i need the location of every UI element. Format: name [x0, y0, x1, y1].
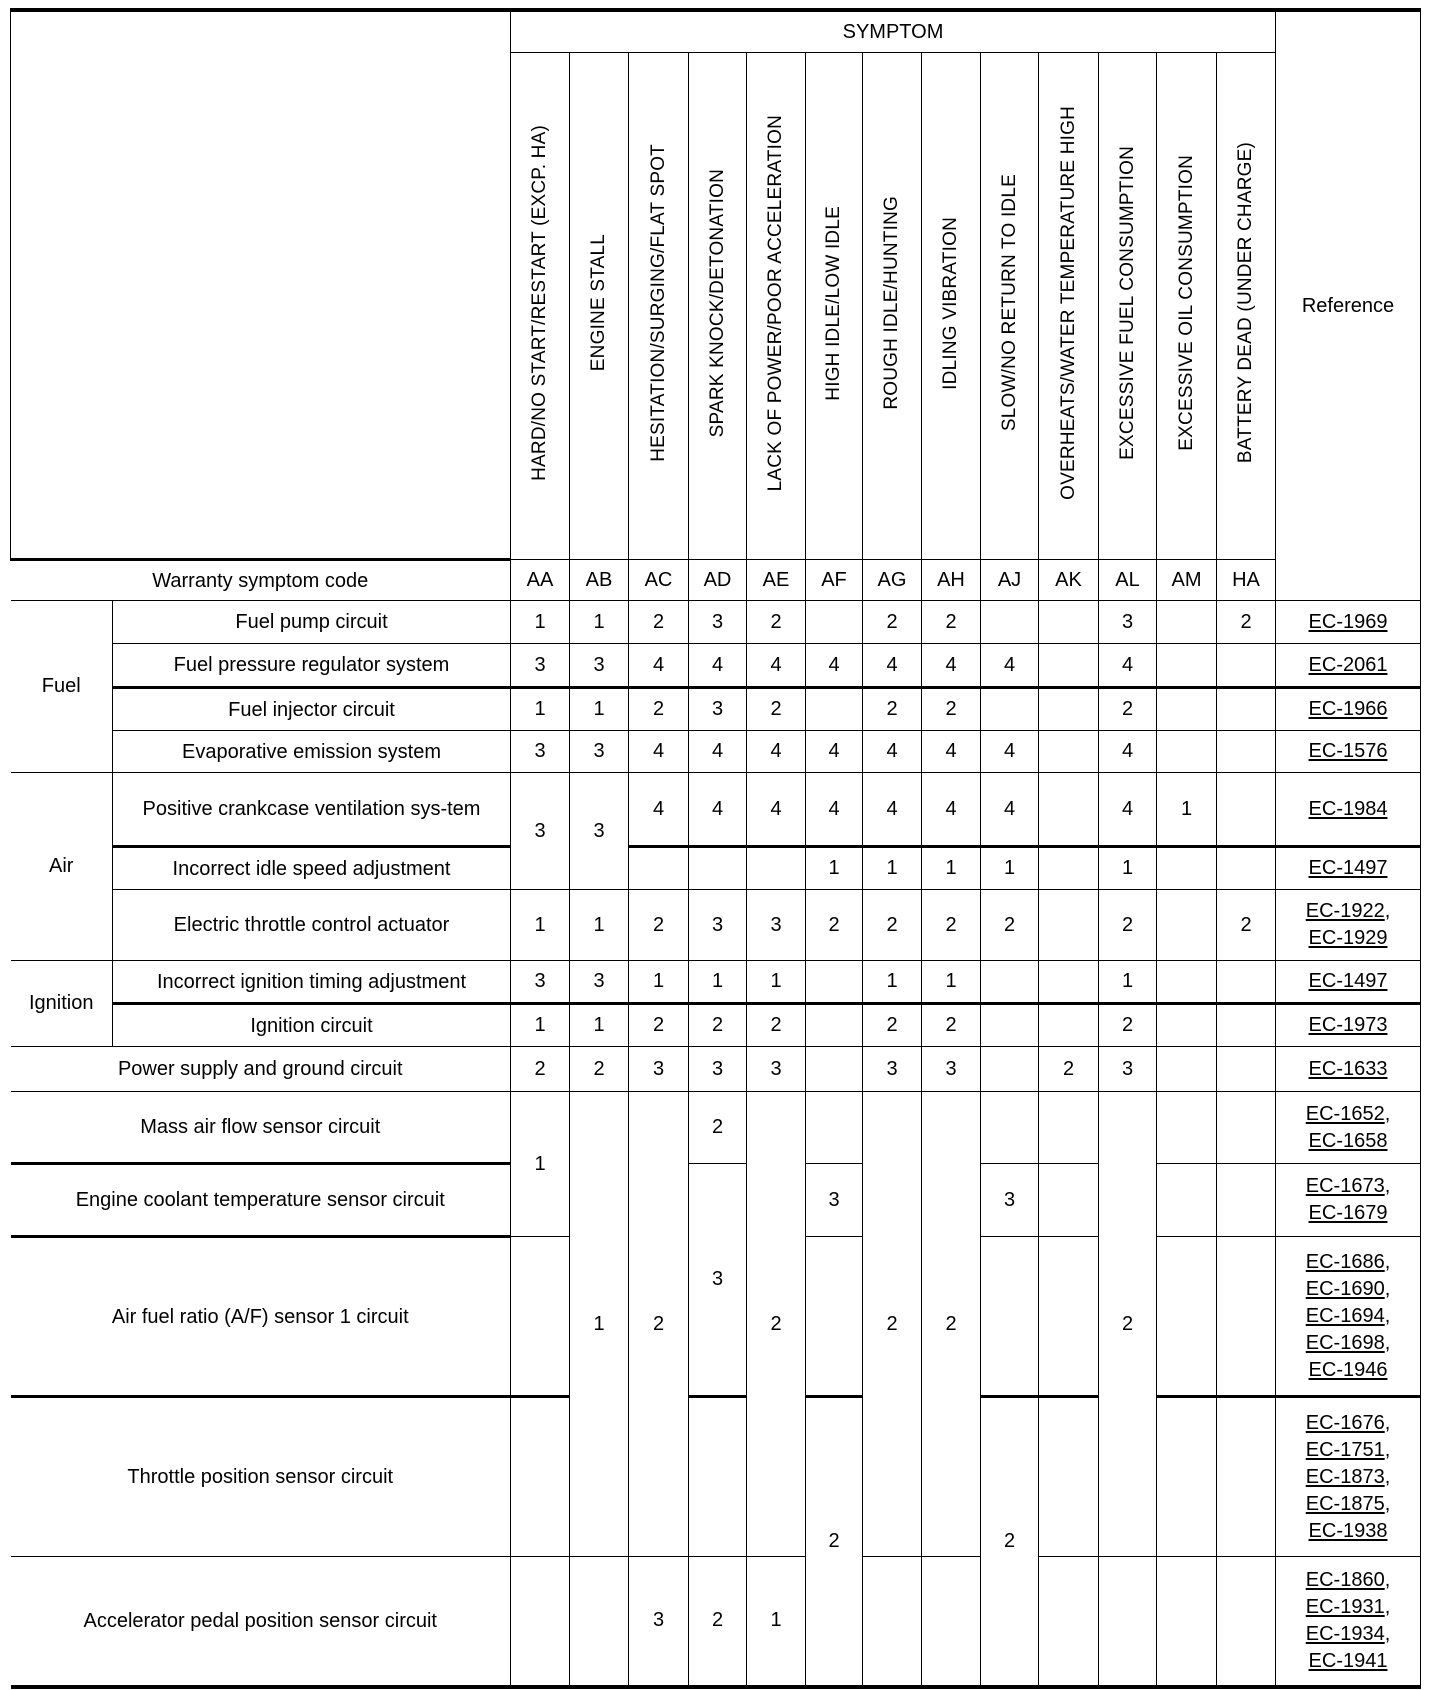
cell-aa [511, 1397, 570, 1557]
category-air: Air [11, 773, 113, 961]
cell-ag: 4 [863, 773, 922, 847]
code-ah: AH [922, 560, 981, 601]
row-label: Incorrect ignition timing adjustment [113, 961, 511, 1004]
reference-link[interactable]: EC-1679 [1308, 1202, 1388, 1224]
cell-ac: 2 [629, 1004, 689, 1047]
category-fuel: Fuel [11, 601, 113, 773]
cell-ae: 3 [747, 890, 806, 961]
cell-ak [1039, 1004, 1099, 1047]
cell-al: 2 [1099, 1004, 1157, 1047]
cell-am [1157, 1164, 1217, 1237]
symptom-matrix-table [10, 8, 1421, 1689]
cell-ak [1039, 1397, 1099, 1557]
reference-link[interactable]: EC-1938 [1308, 1519, 1388, 1542]
cell-ha [1217, 773, 1276, 847]
cell-ad: 4 [689, 644, 747, 688]
reference-link[interactable]: EC-1673 [1305, 1175, 1385, 1197]
cell-aj [981, 1092, 1039, 1164]
reference-cell [1276, 731, 1421, 773]
reference-link[interactable]: EC-1922 [1305, 900, 1385, 922]
row-label: Positive crankcase ventilation sys-tem [113, 773, 511, 847]
cell-ha [1217, 961, 1276, 1004]
cell-af [806, 601, 863, 644]
reference-link[interactable]: EC-1941 [1308, 1649, 1388, 1672]
cell-am [1157, 1557, 1217, 1687]
cell-aa: 1 [511, 890, 570, 961]
cell-af: 2 [806, 890, 863, 961]
cell-aj: 2 [981, 1397, 1039, 1687]
cell-ag: 3 [863, 1047, 922, 1092]
code-ac: AC [629, 560, 689, 601]
cell-am [1157, 890, 1217, 961]
cell-aa: 3 [511, 644, 570, 688]
cell-ac: 2 [629, 688, 689, 731]
cell-aa: 1 [511, 1004, 570, 1047]
cell-af [806, 1092, 863, 1164]
symptom-col-ab: ENGINE STALL [570, 53, 629, 560]
cell-aa: 1 [511, 1092, 570, 1237]
symptom-col-am: EXCESSIVE OIL CONSUMPTION [1157, 53, 1217, 560]
cell-aj [981, 1237, 1039, 1397]
cell-ac: 3 [629, 1557, 689, 1687]
warranty-label: Warranty symptom code [11, 560, 511, 601]
cell-ha [1217, 1237, 1276, 1397]
cell-ac: 3 [629, 1047, 689, 1092]
cell-ag: 4 [863, 644, 922, 688]
reference-link[interactable]: EC-1694 [1305, 1304, 1385, 1327]
cell-aj: 2 [981, 890, 1039, 961]
cell-am [1157, 1047, 1217, 1092]
cell-ac: 4 [629, 644, 689, 688]
cell-aj [981, 601, 1039, 644]
reference-separator: , [1384, 1492, 1391, 1515]
cell-ag [863, 1557, 922, 1687]
cell-ak [1039, 1557, 1099, 1687]
cell-ha [1217, 1047, 1276, 1092]
reference-link[interactable]: EC-1966 [1308, 698, 1388, 720]
reference-link[interactable]: EC-1690 [1305, 1277, 1385, 1300]
cell-ae: 3 [747, 1047, 806, 1092]
reference-link[interactable]: EC-1860 [1305, 1568, 1385, 1591]
cell-ae: 2 [747, 1004, 806, 1047]
code-ad: AD [689, 560, 747, 601]
reference-link[interactable]: EC-1676 [1305, 1411, 1385, 1434]
code-af: AF [806, 560, 863, 601]
symptom-col-af: HIGH IDLE/LOW IDLE [806, 53, 863, 560]
reference-link[interactable]: EC-1686 [1305, 1250, 1385, 1273]
cell-aj: 3 [981, 1164, 1039, 1237]
cell-af: 4 [806, 773, 863, 847]
cell-ak [1039, 731, 1099, 773]
cell-ab: 1 [570, 1004, 629, 1047]
reference-separator: , [1384, 1102, 1391, 1125]
table-row [11, 1047, 1421, 1092]
reference-cell [1276, 1047, 1421, 1092]
cell-ag: 1 [863, 847, 922, 890]
reference-link[interactable]: EC-1984 [1308, 797, 1388, 820]
cell-al: 4 [1099, 731, 1157, 773]
code-ab: AB [570, 560, 629, 601]
cell-aj: 4 [981, 731, 1039, 773]
reference-separator: , [1384, 1175, 1391, 1197]
cell-ah: 2 [922, 890, 981, 961]
cell-aj [981, 961, 1039, 1004]
reference-separator: , [1384, 1304, 1391, 1327]
cell-am: 1 [1157, 773, 1217, 847]
reference-link[interactable]: EC-1931 [1305, 1595, 1385, 1618]
code-ag: AG [863, 560, 922, 601]
cell-aa: 3 [511, 961, 570, 1004]
row-label: Electric throttle control actuator [113, 890, 511, 961]
symptom-col-aj: SLOW/NO RETURN TO IDLE [981, 53, 1039, 560]
symptom-col-ak: OVERHEATS/WATER TEMPERATURE HIGH [1039, 53, 1099, 560]
cell-ab: 3 [570, 773, 629, 890]
code-aa: AA [511, 560, 570, 601]
cell-ha [1217, 731, 1276, 773]
cell-ad: 3 [689, 688, 747, 731]
warranty-code-row [11, 560, 1421, 601]
cell-aa: 1 [511, 601, 570, 644]
table-row [11, 1004, 1421, 1047]
table-row [11, 847, 1421, 890]
cell-ah: 3 [922, 1047, 981, 1092]
reference-cell [1276, 773, 1421, 847]
reference-separator: , [1384, 1622, 1391, 1645]
table-row [11, 1092, 1421, 1164]
cell-ad [689, 847, 747, 890]
cell-ah: 4 [922, 731, 981, 773]
row-label: Evaporative emission system [113, 731, 511, 773]
symptom-col-ac: HESITATION/SURGING/FLAT SPOT [629, 53, 689, 560]
cell-aj [981, 1047, 1039, 1092]
cell-ac: 2 [629, 601, 689, 644]
reference-link[interactable]: EC-1751 [1305, 1438, 1385, 1461]
cell-ab: 1 [570, 890, 629, 961]
code-aj: AJ [981, 560, 1039, 601]
reference-link[interactable]: EC-1973 [1308, 1014, 1388, 1036]
cell-am [1157, 688, 1217, 731]
cell-ad: 1 [689, 961, 747, 1004]
cell-af [806, 688, 863, 731]
cell-aa: 3 [511, 731, 570, 773]
row-label: Incorrect idle speed adjustment [113, 847, 511, 890]
cell-ah: 2 [922, 688, 981, 731]
reference-link[interactable]: EC-1875 [1305, 1492, 1385, 1515]
cell-ad [689, 1397, 747, 1557]
reference-cell [1276, 644, 1421, 688]
cell-ak [1039, 847, 1099, 890]
cell-ag: 2 [863, 1004, 922, 1047]
reference-link[interactable]: EC-2061 [1308, 653, 1388, 676]
cell-ad: 2 [689, 1557, 747, 1687]
symptom-col-ag: ROUGH IDLE/HUNTING [863, 53, 922, 560]
table-row [11, 1164, 1421, 1237]
table-row [11, 1397, 1421, 1557]
cell-ac [629, 847, 689, 890]
cell-af [806, 1237, 863, 1397]
cell-ak [1039, 644, 1099, 688]
cell-al [1099, 1557, 1157, 1687]
cell-ah: 4 [922, 773, 981, 847]
cell-ah [922, 1557, 981, 1687]
cell-am [1157, 847, 1217, 890]
cell-ae: 4 [747, 644, 806, 688]
cell-aj [981, 688, 1039, 731]
cell-ac: 4 [629, 731, 689, 773]
category-ignition: Ignition [11, 961, 113, 1047]
cell-aj: 4 [981, 773, 1039, 847]
reference-cell [1276, 1092, 1421, 1164]
cell-af: 4 [806, 644, 863, 688]
reference-separator: , [1384, 1595, 1391, 1618]
cell-am [1157, 1092, 1217, 1164]
reference-separator: , [1384, 1277, 1391, 1300]
reference-link[interactable]: EC-1652 [1305, 1102, 1385, 1125]
cell-ab: 1 [570, 601, 629, 644]
cell-ag: 1 [863, 961, 922, 1004]
cell-ag: 4 [863, 731, 922, 773]
cell-ag: 2 [863, 890, 922, 961]
row-label: Ignition circuit [113, 1004, 511, 1047]
cell-ac: 1 [629, 961, 689, 1004]
cell-ak [1039, 1092, 1099, 1164]
cell-ab: 3 [570, 731, 629, 773]
reference-separator: , [1384, 900, 1391, 922]
symptom-col-al: EXCESSIVE FUEL CONSUMPTION [1099, 53, 1157, 560]
cell-ab: 3 [570, 961, 629, 1004]
cell-ah: 2 [922, 1092, 981, 1557]
cell-ae: 1 [747, 1557, 806, 1687]
cell-al: 2 [1099, 1092, 1157, 1557]
cell-ad: 3 [689, 601, 747, 644]
cell-ha [1217, 847, 1276, 890]
cell-af: 4 [806, 731, 863, 773]
reference-separator: , [1384, 1250, 1391, 1273]
symptom-header: SYMPTOM [511, 10, 1276, 53]
symptom-col-aa: HARD/NO START/RESTART (EXCP. HA) [511, 53, 570, 560]
cell-af [806, 1047, 863, 1092]
cell-af [806, 1004, 863, 1047]
cell-ak [1039, 688, 1099, 731]
row-label: Air fuel ratio (A/F) sensor 1 circuit [11, 1237, 511, 1397]
reference-link[interactable]: EC-1946 [1308, 1358, 1388, 1381]
symptom-col-ah: IDLING VIBRATION [922, 53, 981, 560]
cell-ha [1217, 1557, 1276, 1687]
code-ak: AK [1039, 560, 1099, 601]
cell-al: 2 [1099, 890, 1157, 961]
code-am: AM [1157, 560, 1217, 601]
cell-ae: 4 [747, 731, 806, 773]
cell-ae: 2 [747, 1092, 806, 1557]
table-row [11, 890, 1421, 961]
cell-al: 1 [1099, 961, 1157, 1004]
cell-ae [747, 847, 806, 890]
cell-ak [1039, 890, 1099, 961]
row-label: Throttle position sensor circuit [11, 1397, 511, 1557]
reference-header: Reference [1276, 10, 1421, 601]
cell-ha [1217, 644, 1276, 688]
cell-ab: 1 [570, 688, 629, 731]
cell-ag: 2 [863, 1092, 922, 1557]
cell-ha: 2 [1217, 601, 1276, 644]
row-label: Engine coolant temperature sensor circuit [11, 1164, 511, 1237]
header-corner [11, 10, 511, 560]
cell-aj: 1 [981, 847, 1039, 890]
cell-aj: 4 [981, 644, 1039, 688]
cell-ad: 4 [689, 773, 747, 847]
cell-al: 4 [1099, 644, 1157, 688]
reference-link[interactable]: EC-1969 [1308, 610, 1388, 633]
reference-separator: , [1384, 1411, 1391, 1434]
cell-ak: 2 [1039, 1047, 1099, 1092]
reference-separator: , [1384, 1465, 1391, 1488]
cell-ad: 3 [689, 1164, 747, 1397]
row-label: Fuel injector circuit [113, 688, 511, 731]
code-ae: AE [747, 560, 806, 601]
cell-af: 1 [806, 847, 863, 890]
cell-ha [1217, 1004, 1276, 1047]
cell-al: 3 [1099, 601, 1157, 644]
reference-link[interactable]: EC-1934 [1305, 1622, 1385, 1645]
cell-ag: 2 [863, 688, 922, 731]
reference-link[interactable]: EC-1658 [1308, 1129, 1388, 1152]
reference-cell [1276, 601, 1421, 644]
cell-am [1157, 731, 1217, 773]
cell-al: 4 [1099, 773, 1157, 847]
table-row [11, 644, 1421, 688]
cell-ab: 3 [570, 644, 629, 688]
cell-ak [1039, 1164, 1099, 1237]
cell-af: 2 [806, 1397, 863, 1687]
cell-ah: 4 [922, 644, 981, 688]
cell-aa [511, 1237, 570, 1397]
cell-ac: 2 [629, 1092, 689, 1557]
reference-link[interactable]: EC-1873 [1305, 1465, 1385, 1488]
reference-cell [1276, 890, 1421, 961]
cell-ac: 4 [629, 773, 689, 847]
cell-ha [1217, 1092, 1276, 1164]
reference-separator: , [1384, 1438, 1391, 1461]
cell-ah: 1 [922, 847, 981, 890]
table-row [11, 731, 1421, 773]
reference-link[interactable]: EC-1929 [1308, 927, 1388, 949]
cell-ae: 2 [747, 688, 806, 731]
reference-link[interactable]: EC-1633 [1308, 1057, 1388, 1080]
cell-al: 2 [1099, 688, 1157, 731]
reference-link[interactable]: EC-1698 [1305, 1331, 1385, 1354]
row-label: Accelerator pedal position sensor circuit [11, 1557, 511, 1687]
cell-am [1157, 1397, 1217, 1557]
cell-ag: 2 [863, 601, 922, 644]
cell-ak [1039, 773, 1099, 847]
symptom-col-ha: BATTERY DEAD (UNDER CHARGE) [1217, 53, 1276, 560]
cell-am [1157, 644, 1217, 688]
cell-aa: 1 [511, 688, 570, 731]
cell-ae: 2 [747, 601, 806, 644]
cell-aa [511, 1557, 570, 1687]
cell-ab: 1 [570, 1092, 629, 1557]
symptom-col-ad: SPARK KNOCK/DETONATION [689, 53, 747, 560]
cell-ab [570, 1557, 629, 1687]
cell-ha [1217, 1397, 1276, 1557]
symptom-col-ae: LACK OF POWER/POOR ACCELERATION [747, 53, 806, 560]
table-row [11, 1557, 1421, 1687]
cell-aa: 2 [511, 1047, 570, 1092]
cell-ae: 4 [747, 773, 806, 847]
reference-cell [1276, 1237, 1421, 1397]
reference-cell [1276, 961, 1421, 1004]
reference-cell [1276, 688, 1421, 731]
reference-separator: , [1384, 1568, 1391, 1591]
cell-aa: 3 [511, 773, 570, 890]
reference-link[interactable]: EC-1497 [1308, 857, 1388, 879]
reference-cell [1276, 1557, 1421, 1687]
cell-af: 3 [806, 1164, 863, 1237]
code-al: AL [1099, 560, 1157, 601]
cell-ad: 4 [689, 731, 747, 773]
cell-ad: 2 [689, 1092, 747, 1164]
reference-cell [1276, 847, 1421, 890]
row-label: Fuel pump circuit [113, 601, 511, 644]
cell-ae: 1 [747, 961, 806, 1004]
cell-am [1157, 1237, 1217, 1397]
row-label: Power supply and ground circuit [11, 1047, 511, 1092]
cell-af [806, 961, 863, 1004]
cell-ak [1039, 961, 1099, 1004]
reference-cell [1276, 1397, 1421, 1557]
cell-ak [1039, 601, 1099, 644]
cell-ad: 3 [689, 890, 747, 961]
cell-am [1157, 601, 1217, 644]
table-row [11, 601, 1421, 644]
cell-ah: 2 [922, 1004, 981, 1047]
cell-al: 1 [1099, 847, 1157, 890]
reference-link[interactable]: EC-1576 [1308, 740, 1388, 762]
table-row [11, 773, 1421, 847]
cell-am [1157, 961, 1217, 1004]
reference-separator: , [1384, 1331, 1391, 1354]
reference-cell [1276, 1164, 1421, 1237]
reference-link[interactable]: EC-1497 [1308, 970, 1388, 992]
cell-al: 3 [1099, 1047, 1157, 1092]
table-row [11, 961, 1421, 1004]
cell-ad: 2 [689, 1004, 747, 1047]
cell-ak [1039, 1237, 1099, 1397]
cell-ha [1217, 688, 1276, 731]
reference-cell [1276, 1004, 1421, 1047]
row-label: Mass air flow sensor circuit [11, 1092, 511, 1164]
cell-ad: 3 [689, 1047, 747, 1092]
row-label: Fuel pressure regulator system [113, 644, 511, 688]
cell-ah: 2 [922, 601, 981, 644]
cell-aj [981, 1004, 1039, 1047]
cell-ab: 2 [570, 1047, 629, 1092]
cell-ah: 1 [922, 961, 981, 1004]
cell-ha [1217, 1164, 1276, 1237]
cell-am [1157, 1004, 1217, 1047]
table-row [11, 688, 1421, 731]
cell-ha: 2 [1217, 890, 1276, 961]
cell-ac: 2 [629, 890, 689, 961]
code-ha: HA [1217, 560, 1276, 601]
